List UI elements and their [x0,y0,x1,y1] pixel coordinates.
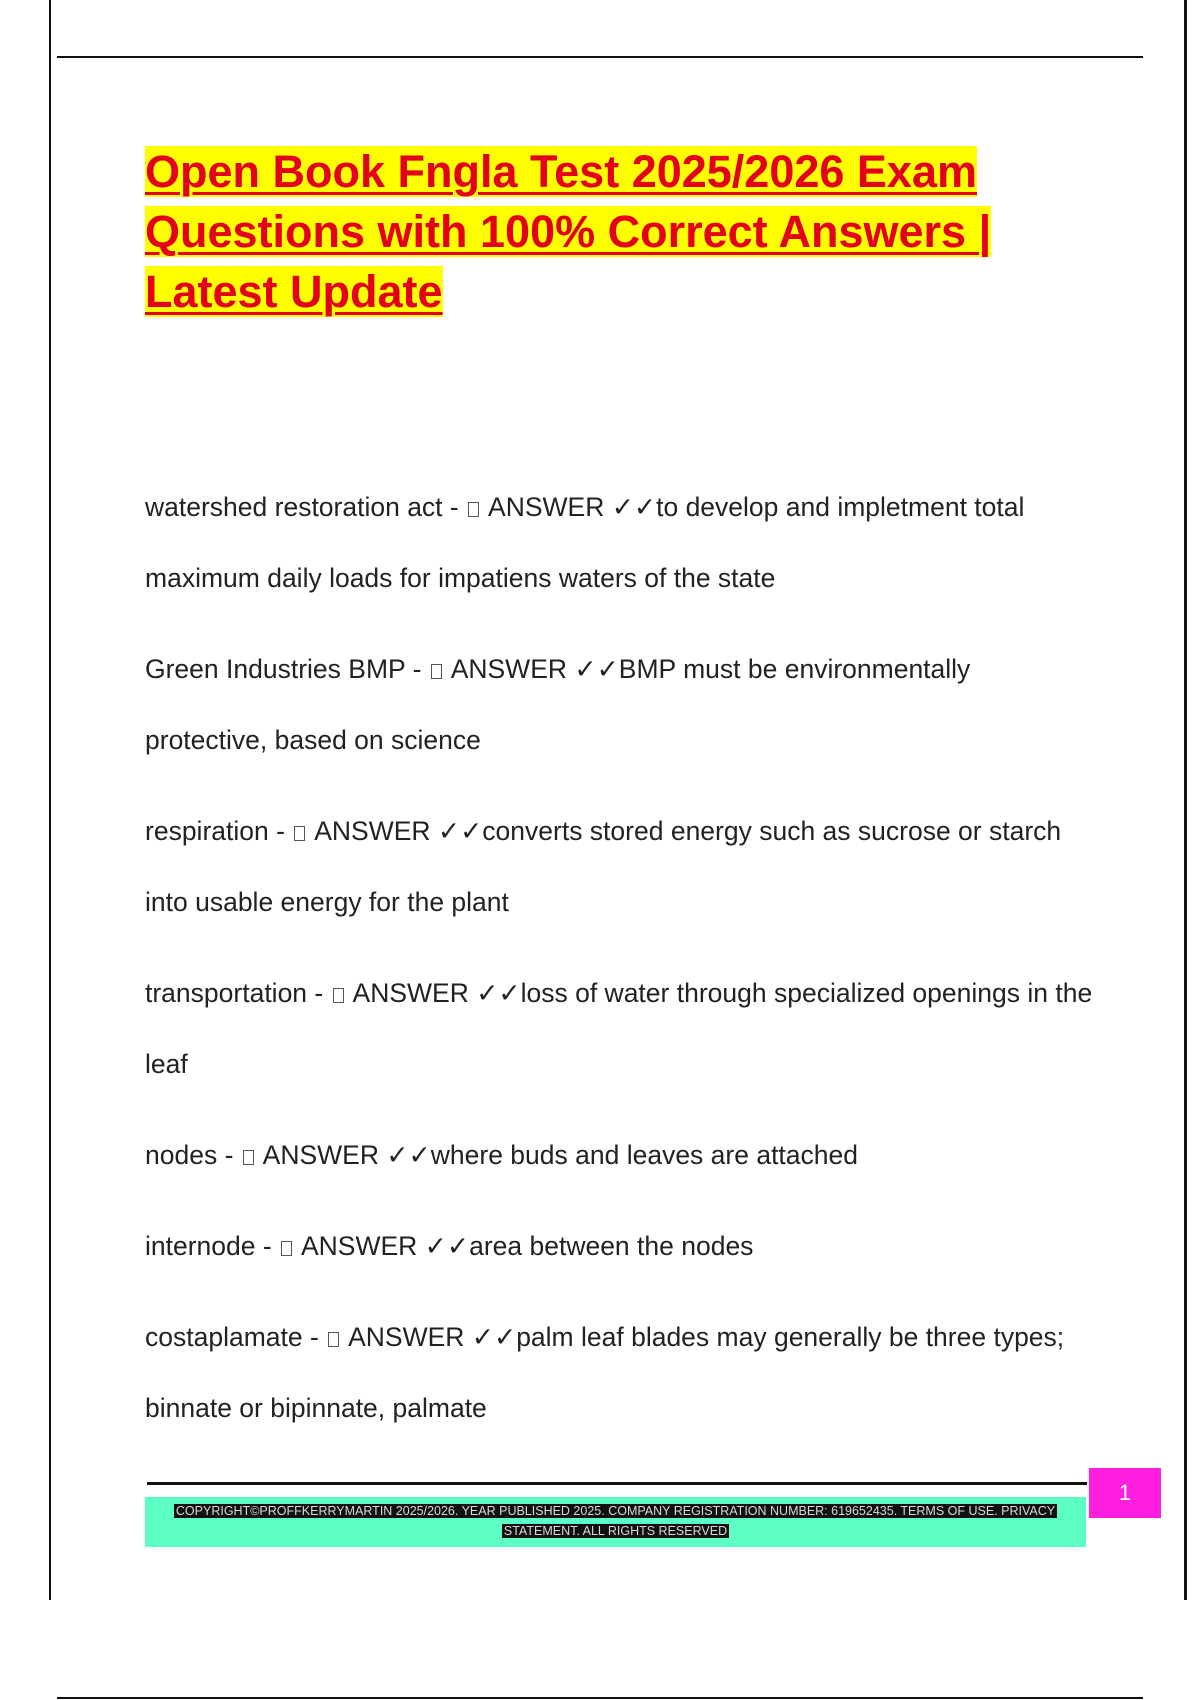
qa-item: nodes - ANSWER ✓✓where buds and leaves are attached [145,1140,859,1170]
missing-glyph-icon [333,988,344,1003]
qa-answer: converts stored energy such as sucrose or starch into usable energy for the plant [145,816,1062,917]
qa-term: nodes [145,1140,218,1170]
missing-glyph-icon [294,826,305,841]
qa-list [145,472,1095,1444]
qa-item: Green Industries BMP - ANSWER ✓✓BMP must be environmentally protective, based on science [145,654,971,755]
missing-glyph-icon [281,1241,292,1256]
answer-marker: ANSWER ✓✓ [300,1231,470,1261]
qa-answer: where buds and leaves are attached [430,1140,859,1170]
page-number-badge: 1 [1089,1468,1161,1518]
answer-marker: ANSWER ✓✓ [450,654,619,684]
page-border-left [49,0,51,1600]
missing-glyph-icon [243,1150,254,1165]
qa-term: costaplamate [145,1322,303,1352]
qa-item: costaplamate - ANSWER ✓✓palm leaf blades may generally be three types; binnate or bipinnate, palmate [145,1322,1065,1423]
qa-answer: area between the nodes [469,1231,754,1261]
footer-rule [147,1482,1087,1485]
answer-marker: ANSWER ✓✓ [348,1322,517,1352]
next-page-rule [57,1697,1143,1699]
copyright-text: COPYRIGHT©PROFFKERRYMARTIN 2025/2026. YEAR PUBLISHED 2025. COMPANY REGISTRATION NUMBER: 619652435. TERMS OF USE. PRIVACY STATEMENT. ALL RIGHTS RESERVED [175,1504,1056,1538]
copyright-footer [145,1497,1086,1547]
header-rule [57,56,1143,58]
qa-item: transportation - ANSWER ✓✓loss of water through specialized openings in the leaf [145,978,1093,1079]
answer-marker: ANSWER ✓✓ [262,1140,431,1170]
qa-item: internode - ANSWER ✓✓area between the nodes [145,1231,754,1261]
document-title-text: Open Book Fngla Test 2025/2026 Exam Questions with 100% Correct Answers | Latest Update [145,146,992,317]
qa-term: respiration [145,816,269,846]
qa-term: watershed restoration act [145,492,443,522]
qa-item: respiration - ANSWER ✓✓converts stored energy such as sucrose or starch into usable energy for the plant [145,816,1062,917]
qa-term: Green Industries BMP [145,654,406,684]
qa-answer: loss of water through specialized openings in the leaf [145,978,1093,1079]
qa-term: internode [145,1231,256,1261]
qa-answer: to develop and impletment total maximum daily loads for impatiens waters of the state [145,492,1025,593]
answer-marker: ANSWER ✓✓ [352,978,521,1008]
missing-glyph-icon [468,502,479,517]
missing-glyph-icon [431,664,442,679]
page-border-right [1184,0,1187,1600]
qa-term: transportation [145,978,308,1008]
document-title [145,142,1085,322]
answer-marker: ANSWER ✓✓ [488,492,657,522]
missing-glyph-icon [328,1332,339,1347]
qa-answer: BMP must be environmentally protective, based on science [145,654,971,755]
qa-answer: palm leaf blades may generally be three types; binnate or bipinnate, palmate [145,1322,1065,1423]
answer-marker: ANSWER ✓✓ [314,816,483,846]
qa-item: watershed restoration act - ANSWER ✓✓to develop and impletment total maximum daily loads for impatiens waters of the state [145,492,1025,593]
